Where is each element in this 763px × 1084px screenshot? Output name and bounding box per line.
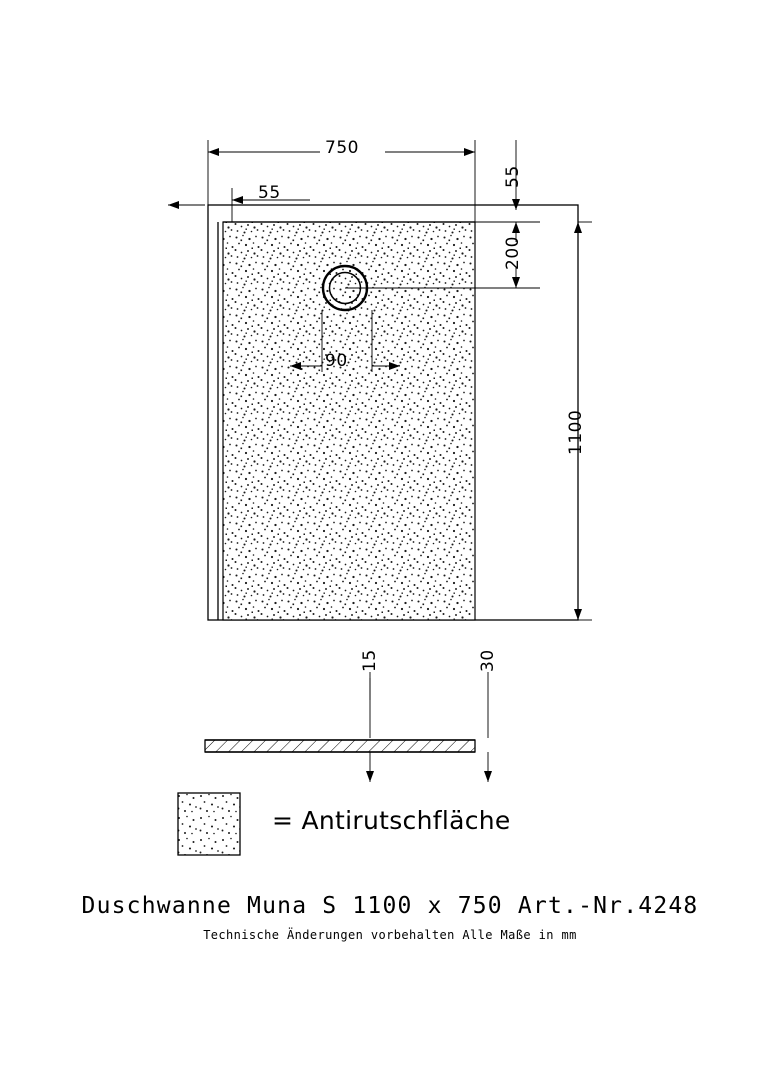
dim-label-total-height: 1100 xyxy=(566,409,586,455)
dim-label-thickness-inner: 15 xyxy=(360,649,380,672)
drawing-title: Duschwanne Muna S 1100 x 750 Art.-Nr.4248 xyxy=(81,893,699,919)
dim-label-drain-offset: 90 xyxy=(325,351,348,371)
dim-label-drain-from-top: 200 xyxy=(503,236,523,270)
dim-label-thickness-outer: 30 xyxy=(478,649,498,672)
legend-label: = Antirutschfläche xyxy=(272,806,511,835)
tray-section-profile xyxy=(205,740,475,752)
dim-label-top-width: 750 xyxy=(325,138,359,158)
dim-label-inner-offset-left: 55 xyxy=(258,183,281,203)
drawing-subtitle: Technische Änderungen vorbehalten Alle Maße in mm xyxy=(203,928,577,942)
dim-label-top-offset-right: 55 xyxy=(503,165,523,188)
